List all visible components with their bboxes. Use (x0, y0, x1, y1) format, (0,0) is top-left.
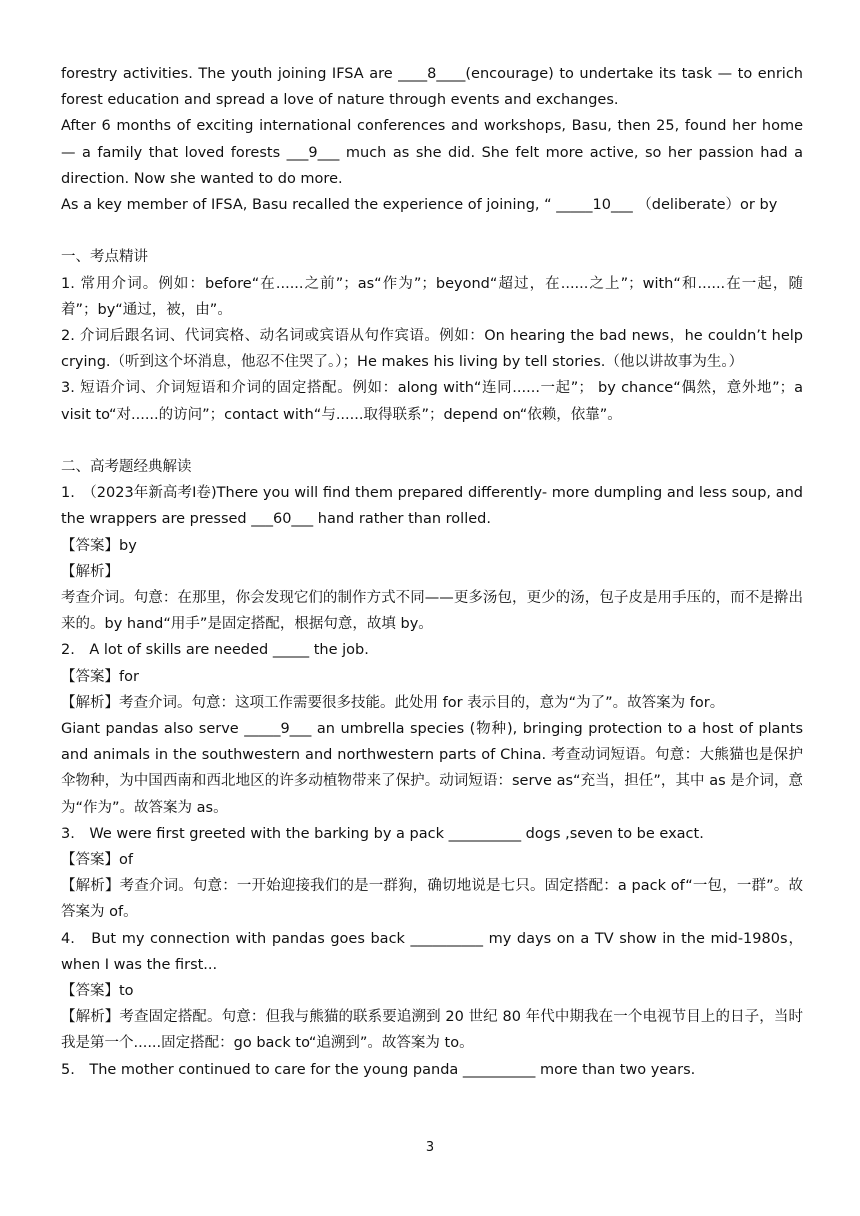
question-2: 2. A lot of skills are needed _____ the job. (61, 642, 369, 659)
analysis-2: 【解析】考查介词。句意：这项工作需要很多技能。此处用 for 表示目的，意为“为了”。故答案为 for。 (61, 694, 725, 711)
blank-line (61, 428, 803, 454)
question-4: 4. But my connection with pandas goes back __________ my days on a TV show in the mid-1980s，when I was the first... (61, 930, 803, 973)
answer-3: 【答案】of (61, 852, 133, 869)
document-page (61, 61, 803, 1083)
answer-2: 【答案】for (61, 668, 139, 685)
key-point-2: 2. 介词后跟名词、代词宾格、动名词或宾语从句作宾语。例如：On hearing the bad news，he couldn’t help crying.（听到这个坏消息，他忍不住哭了。）；He makes his living by tell stories.（他以讲故事为生。） (61, 328, 803, 371)
page-number: 3 (425, 1140, 435, 1155)
passage-paragraph-3: As a key member of IFSA, Basu recalled the experience of joining, “ _____10___ （deliberate）or by (61, 197, 778, 214)
question-5: 5. The mother continued to care for the young panda __________ more than two years. (61, 1061, 696, 1078)
analysis-label-1: 【解析】 (61, 563, 119, 580)
question-3: 3. We were first greeted with the barking by a pack __________ dogs ,seven to be exact. (61, 825, 704, 842)
passage-paragraph-1: forestry activities. The youth joining IFSA are ____8____(encourage) to undertake its task — to enrich forest education and spread a love of nature through events and exchanges. (61, 66, 803, 109)
extra-example-pandas: Giant pandas also serve _____9___ an umbrella species (物种), bringing protection to a host of plants and animals in the southwestern and northwestern parts of China. 考查动词短语。句意：大熊猫也是保护伞物种，为中国西南和西北地区的许多动植物带来了保护。动词短语：serve as“充当，担任”，其中 as 是介词，意为“作为”。故答案为 as。 (61, 721, 803, 816)
analysis-3: 【解析】考查介词。句意：一开始迎接我们的是一群狗，确切地说是七只。固定搭配：a pack of“一包，一群”。故答案为 of。 (61, 878, 803, 921)
answer-4: 【答案】to (61, 983, 134, 1000)
section-heading-exam-questions: 二、高考题经典解读 (61, 459, 192, 476)
blank-line (61, 218, 803, 244)
key-point-3: 3. 短语介词、介词短语和介词的固定搭配。例如：along with“连同......一起”； by chance“偶然，意外地”；a visit to“对......的访问”；contact with“与......取得联系”；depend on“依赖，依靠”。 (61, 380, 803, 423)
passage-paragraph-2: After 6 months of exciting international conferences and workshops, Basu, then 25, found her home — a family that loved forests ___9___ much as she did. She felt more active, so her passion had a direction. Now she wanted to do more. (61, 118, 803, 187)
analysis-4: 【解析】考查固定搭配。句意：但我与熊猫的联系要追溯到 20 世纪 80 年代中期我在一个电视节目上的日子，当时我是第一个......固定搭配：go back to“追溯到”。故答案为 to。 (61, 1009, 803, 1052)
question-1: 1. （2023年新高考I卷)There you will find them prepared differently- more dumpling and less soup, and the wrappers are pressed ___60___ hand rather than rolled. (61, 485, 803, 528)
analysis-1: 考查介词。句意：在那里，你会发现它们的制作方式不同——更多汤包，更少的汤，包子皮是用手压的，而不是擀出来的。by hand“用手”是固定搭配，根据句意，故填 by。 (61, 590, 803, 633)
answer-1: 【答案】by (61, 537, 137, 554)
key-point-1: 1. 常用介词。例如：before“在......之前”；as“作为”；beyond“超过，在......之上”；with“和......在一起，随着”；by“通过，被，由”。 (61, 275, 804, 318)
section-heading-key-points: 一、考点精讲 (61, 249, 148, 266)
